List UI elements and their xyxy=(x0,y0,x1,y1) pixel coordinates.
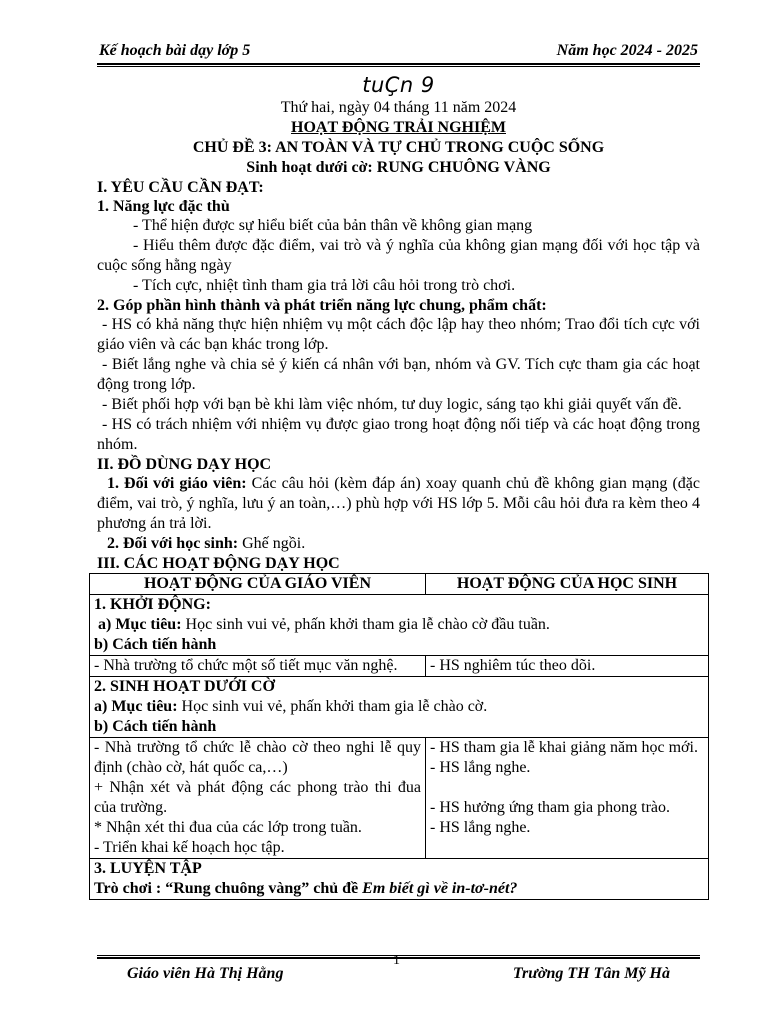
practice-game-label: Trò chơi : “Rung chuông vàng” chủ đề xyxy=(94,880,363,897)
table-row xyxy=(90,859,709,900)
table-row xyxy=(90,656,709,677)
table-row xyxy=(90,738,709,859)
warmup-procedure: b) Cách tiến hành xyxy=(94,636,217,653)
competency-3: - Biết phối hợp với bạn bè khi làm việc nhóm, tư duy logic, sáng tạo khi giải quyết vấn đề. xyxy=(102,396,682,413)
table-row xyxy=(90,677,709,738)
flag-ceremony-objective xyxy=(94,697,704,717)
teacher-activity: * Nhận xét thi đua của các lớp trong tuần. xyxy=(94,819,362,836)
warmup-objective-label: a) Mục tiêu: xyxy=(98,616,182,633)
spacer xyxy=(430,778,704,798)
subsection-1-1: 1. Năng lực đặc thù xyxy=(97,198,230,215)
student-cell xyxy=(426,656,709,677)
section-3-title: III. CÁC HOẠT ĐỘNG DẠY HỌC xyxy=(97,555,340,572)
teacher-cell xyxy=(90,656,426,677)
page-header xyxy=(97,40,700,62)
flag-ceremony-cell xyxy=(90,677,709,738)
teacher-materials-label: 1. Đối với giáo viên: xyxy=(107,475,247,492)
competency-4: - HS có trách nhiệm với nhiệm vụ được giao trong hoạt động nối tiếp và các hoạt động trong nhóm. xyxy=(97,416,700,453)
practice-title: 3. LUYỆN TẬP xyxy=(94,860,202,877)
warmup-title: 1. KHỞI ĐỘNG: xyxy=(94,596,211,613)
week-title: tuÇn 9 xyxy=(362,73,435,97)
teacher-activity: - Nhà trường tổ chức lễ chào cờ theo nghi lễ quy định (chào cờ, hát quốc ca,…) xyxy=(94,739,421,776)
flag-ceremony-procedure: b) Cách tiến hành xyxy=(94,718,217,735)
lesson-plan-page xyxy=(94,40,700,900)
practice-game xyxy=(94,879,704,899)
objective-2: - Hiểu thêm được đặc điểm, vai trò và ý nghĩa của không gian mạng đối với học tập và cuộc sống hằng ngày xyxy=(97,237,700,274)
student-activity: - HS nghiêm túc theo dõi. xyxy=(430,657,596,674)
teacher-activity: - Triển khai kế hoạch học tập. xyxy=(94,839,285,856)
student-materials-text: Ghế ngồi. xyxy=(238,535,306,552)
flag-ceremony-objective-text: Học sinh vui vẻ, phấn khởi tham gia lễ chào cờ. xyxy=(177,698,488,715)
table-header-row xyxy=(90,574,709,595)
section-1-title: I. YÊU CẦU CẦN ĐẠT: xyxy=(97,179,264,196)
warmup-cell xyxy=(90,595,709,656)
teacher-activity: - Nhà trường tổ chức một số tiết mục văn nghệ. xyxy=(94,657,398,674)
activities-table xyxy=(89,573,709,900)
header-left: Kế hoạch bài dạy lớp 5 xyxy=(99,42,251,59)
student-column-header: HOẠT ĐỘNG CỦA HỌC SINH xyxy=(426,574,709,595)
practice-cell xyxy=(90,859,709,900)
topic-title: CHỦ ĐỀ 3: AN TOÀN VÀ TỰ CHỦ TRONG CUỘC SỐNG xyxy=(192,139,605,156)
subsection-1-2: 2. Góp phần hình thành và phát triển năng lực chung, phẩm chất: xyxy=(97,297,547,314)
header-rule xyxy=(97,63,700,67)
warmup-objective xyxy=(94,615,704,635)
footer-school: Trường TH Tân Mỹ Hà xyxy=(512,965,670,982)
competency-2: - Biết lắng nghe và chia sẻ ý kiến cá nhân với bạn, nhóm và GV. Tích cực tham gia các hoạt động trong lớp. xyxy=(97,356,700,393)
student-materials xyxy=(97,534,700,554)
student-materials-label: 2. Đối với học sinh: xyxy=(107,535,239,552)
teacher-activity: + Nhận xét và phát động các phong trào thi đua của trường. xyxy=(94,779,421,816)
teacher-materials-text: Các câu hỏi (kèm đáp án) xoay quanh chủ đề không gian mạng (đặc điểm, vai trò, ý nghĩa, lưu ý an toàn,…) phù hợp với HS lớp 5. Mỗi câu hỏi đưa ra kèm theo 4 phương án trả lời. xyxy=(97,475,700,532)
page-footer xyxy=(97,955,700,985)
competency-1: - HS có khả năng thực hiện nhiệm vụ một cách độc lập hay theo nhóm; Trao đổi tích cực với giáo viên và các bạn khác trong lớp. xyxy=(97,316,700,353)
lesson-title: Sinh hoạt dưới cờ: RUNG CHUÔNG VÀNG xyxy=(246,159,551,176)
page-number: 1 xyxy=(393,953,400,968)
flag-ceremony-title: 2. SINH HOẠT DƯỚI CỜ xyxy=(94,678,275,695)
practice-game-topic: Em biết gì về in-tơ-nét? xyxy=(362,880,518,897)
student-activity: - HS hưởng ứng tham gia phong trào. xyxy=(430,799,670,816)
objective-1: - Thể hiện được sự hiểu biết của bản thân về không gian mạng xyxy=(133,217,533,234)
lesson-date: Thứ hai, ngày 04 tháng 11 năm 2024 xyxy=(280,99,517,116)
warmup-objective-text: Học sinh vui vẻ, phấn khởi tham gia lễ chào cờ đầu tuần. xyxy=(181,616,550,633)
subject-title: HOẠT ĐỘNG TRẢI NGHIỆM xyxy=(291,119,506,136)
teacher-column-header: HOẠT ĐỘNG CỦA GIÁO VIÊN xyxy=(90,574,426,595)
table-row xyxy=(90,595,709,656)
student-activity: - HS lắng nghe. xyxy=(430,819,531,836)
header-right: Năm học 2024 - 2025 xyxy=(556,42,698,59)
footer-row xyxy=(97,959,700,985)
objective-3: - Tích cực, nhiệt tình tham gia trả lời câu hỏi trong trò chơi. xyxy=(133,277,516,294)
teacher-materials xyxy=(97,474,700,534)
student-cell xyxy=(426,738,709,859)
teacher-cell xyxy=(90,738,426,859)
footer-teacher: Giáo viên Hà Thị Hằng xyxy=(127,965,284,982)
flag-ceremony-objective-label: a) Mục tiêu: xyxy=(94,698,178,715)
section-2-title: II. ĐỒ DÙNG DẠY HỌC xyxy=(97,456,272,473)
student-activity: - HS lắng nghe. xyxy=(430,759,531,776)
student-activity: - HS tham gia lễ khai giảng năm học mới. xyxy=(430,739,698,756)
